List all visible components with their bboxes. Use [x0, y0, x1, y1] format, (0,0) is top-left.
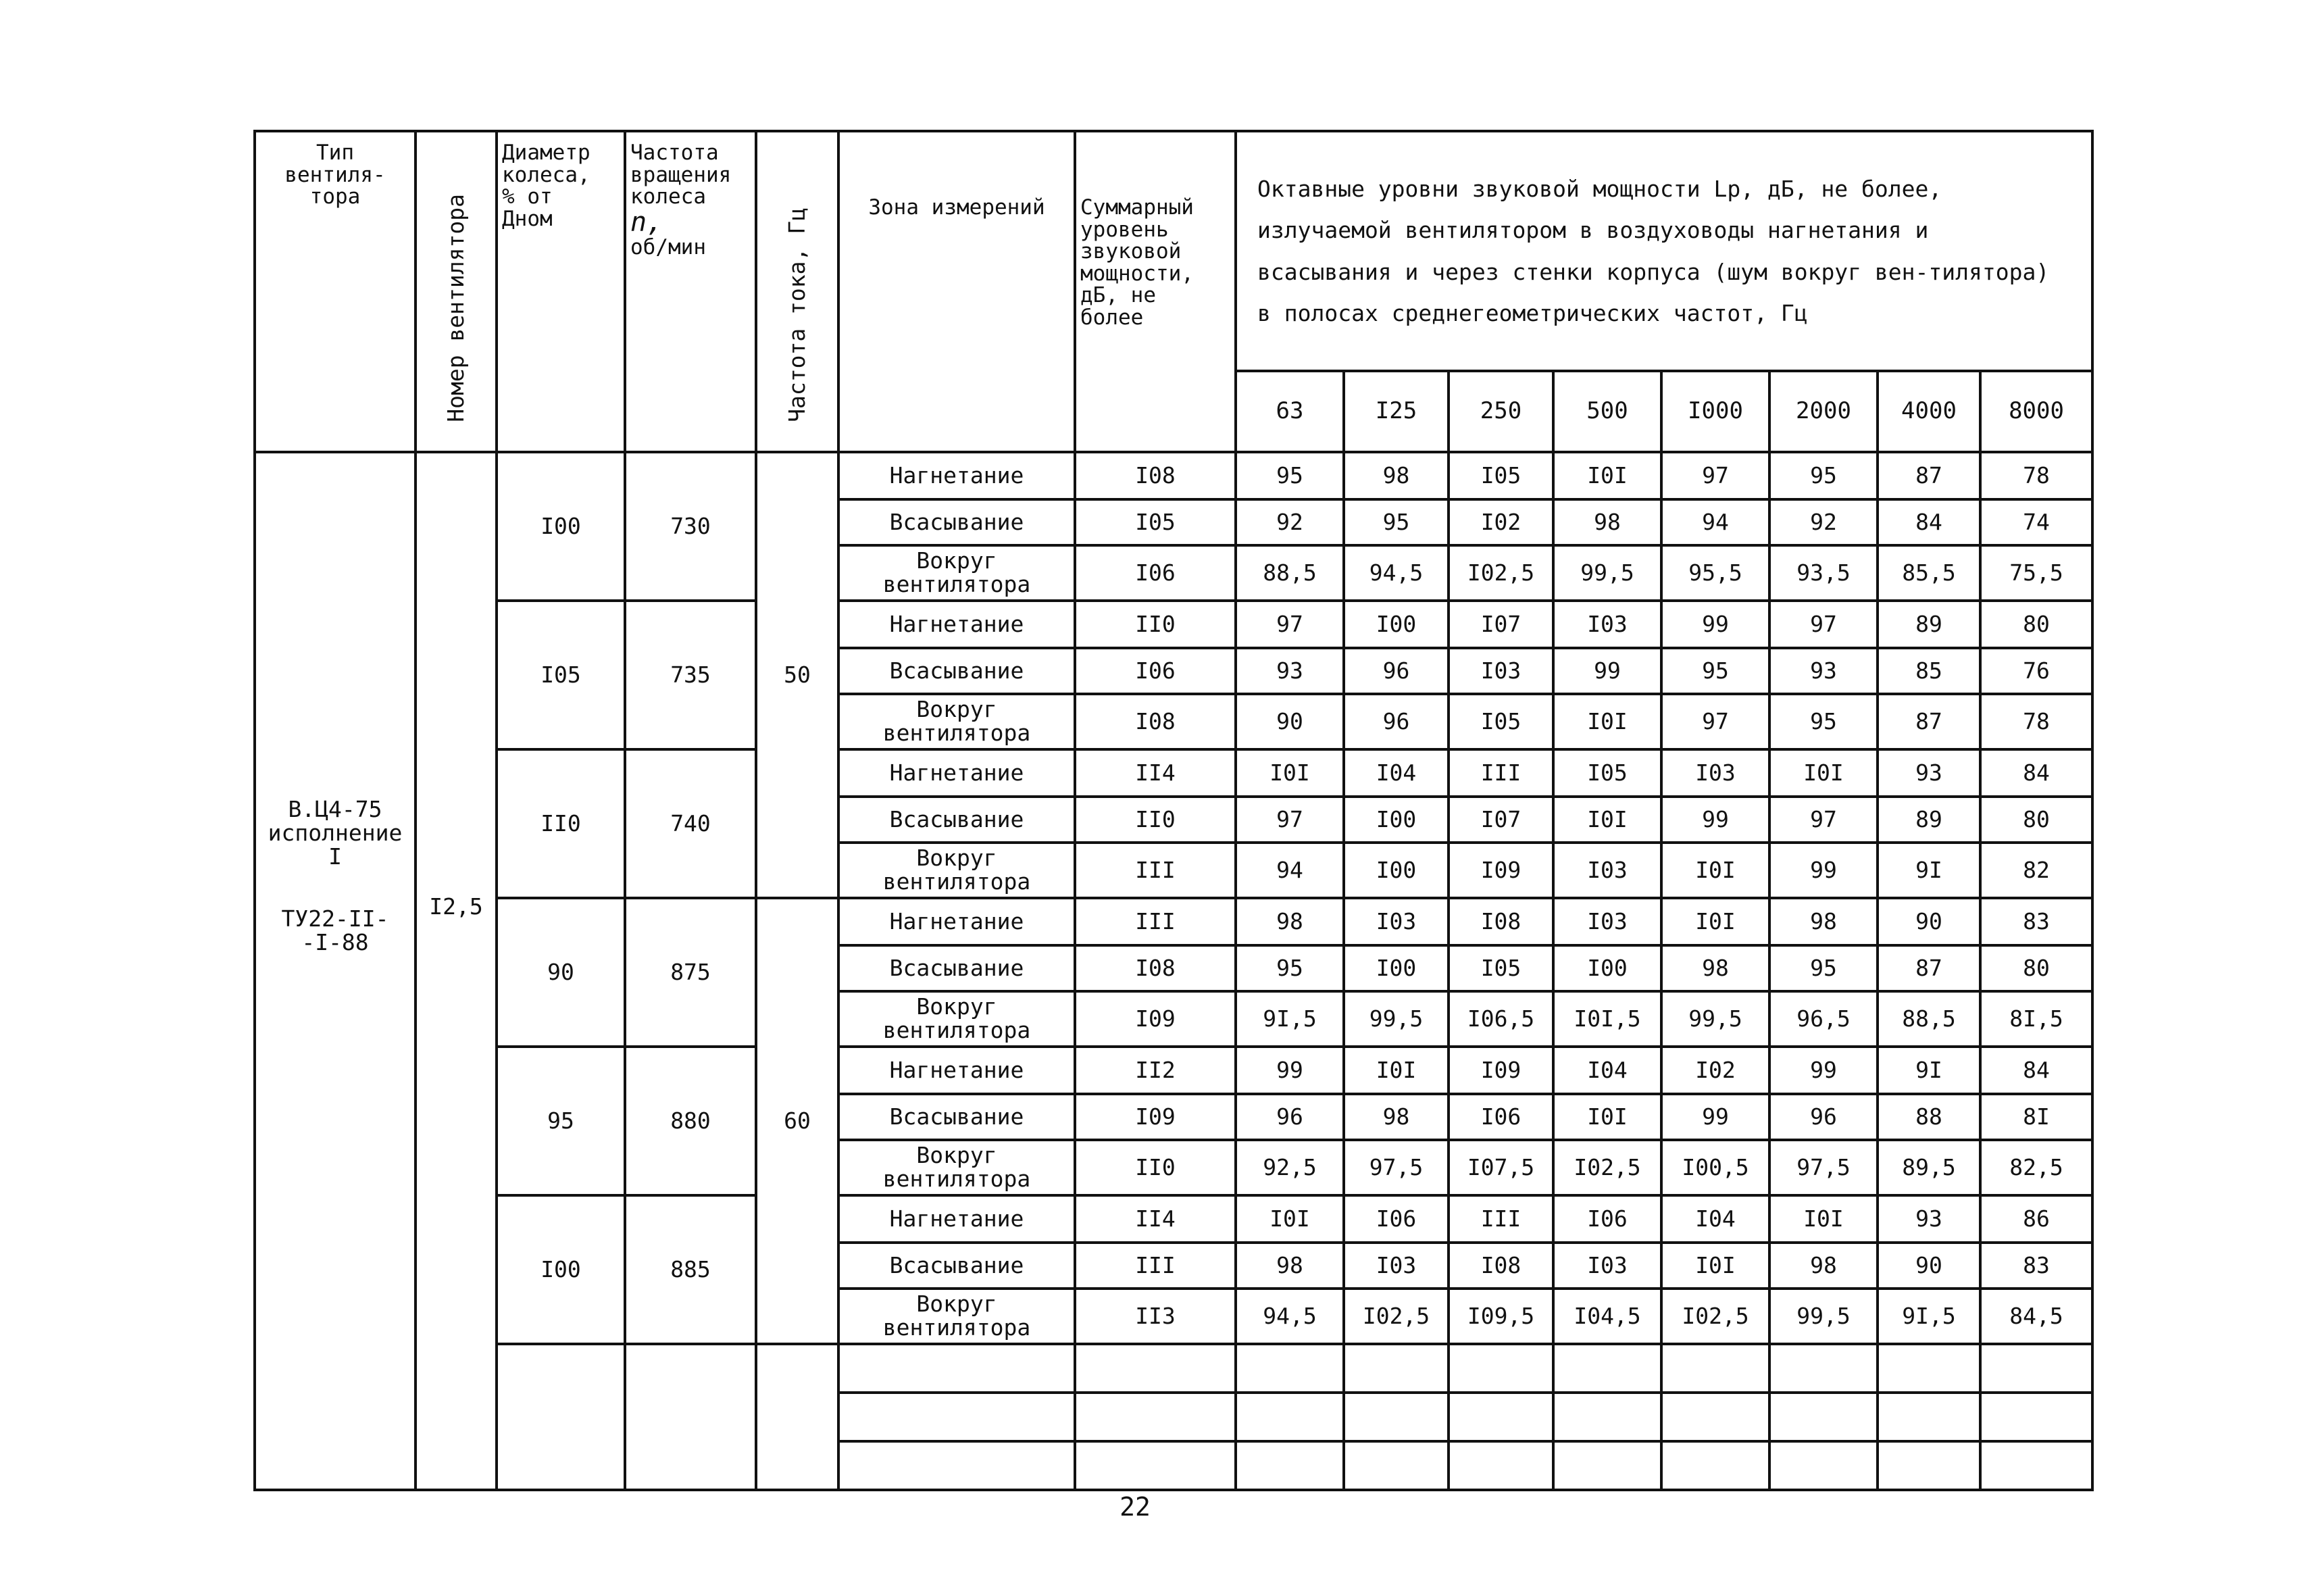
measurement-zone-cell: Нагнетание: [838, 1195, 1075, 1243]
octave-level-cell: 97,5: [1344, 1140, 1449, 1195]
octave-level-cell: I05: [1553, 749, 1661, 797]
octave-level-cell: 80: [1980, 945, 2092, 991]
octave-level-cell: I08: [1449, 898, 1553, 945]
total-level-cell: III: [1075, 843, 1236, 898]
octave-level-cell: 95: [1236, 452, 1344, 499]
empty-cell: [838, 1441, 1075, 1490]
octave-level-cell: 98: [1769, 898, 1878, 945]
octave-level-cell: I07: [1449, 601, 1553, 648]
rotation-speed-cell: 880: [625, 1047, 756, 1195]
current-frequency-cell: 60: [756, 898, 838, 1344]
band-header-cell: I25: [1344, 371, 1449, 452]
measurement-zone-cell: Нагнетание: [838, 452, 1075, 499]
octave-level-cell: I00,5: [1661, 1140, 1769, 1195]
diameter-cell: II0: [497, 749, 625, 898]
octave-level-cell: 85: [1878, 648, 1980, 694]
total-level-cell: I05: [1075, 499, 1236, 545]
octave-level-cell: 99: [1236, 1047, 1344, 1094]
fan-number-cell: I2,5: [416, 452, 497, 1490]
header-total-level: Суммарный уровень звуковой мощности, дБ, не более: [1075, 131, 1236, 452]
octave-level-cell: 92: [1769, 499, 1878, 545]
diameter-cell: I00: [497, 1195, 625, 1344]
octave-level-cell: 94: [1661, 499, 1769, 545]
octave-level-cell: 99,5: [1769, 1289, 1878, 1344]
measurement-zone-cell: Всасывание: [838, 499, 1075, 545]
empty-cell: [1449, 1441, 1553, 1490]
total-level-cell: I06: [1075, 648, 1236, 694]
octave-level-cell: I03: [1553, 898, 1661, 945]
empty-cell: [1553, 1441, 1661, 1490]
octave-level-cell: I03: [1553, 601, 1661, 648]
octave-level-cell: 95: [1769, 452, 1878, 499]
total-level-cell: II4: [1075, 749, 1236, 797]
noise-spec-table: [253, 130, 2094, 1491]
octave-level-cell: 84: [1980, 1047, 2092, 1094]
measurement-zone-cell: Нагнетание: [838, 898, 1075, 945]
octave-level-cell: 84: [1980, 749, 2092, 797]
octave-level-cell: I06,5: [1449, 991, 1553, 1047]
table-body: [255, 452, 2092, 1490]
octave-level-cell: 96: [1769, 1094, 1878, 1140]
rotation-speed-cell: 885: [625, 1195, 756, 1344]
octave-level-cell: I02,5: [1661, 1289, 1769, 1344]
octave-level-cell: 94,5: [1344, 545, 1449, 601]
octave-level-cell: I0I: [1661, 843, 1769, 898]
octave-level-cell: 99: [1661, 797, 1769, 843]
measurement-zone-cell: Всасывание: [838, 797, 1075, 843]
octave-level-cell: I0I: [1661, 898, 1769, 945]
octave-level-cell: I02: [1661, 1047, 1769, 1094]
octave-level-cell: 96,5: [1769, 991, 1878, 1047]
octave-level-cell: 93: [1769, 648, 1878, 694]
octave-level-cell: 74: [1980, 499, 2092, 545]
rotation-speed-cell: 875: [625, 898, 756, 1047]
empty-cell: [1661, 1344, 1769, 1393]
octave-level-cell: 97: [1769, 601, 1878, 648]
octave-level-cell: 89,5: [1878, 1140, 1980, 1195]
octave-level-cell: 98: [1769, 1243, 1878, 1289]
octave-level-cell: 90: [1236, 694, 1344, 749]
empty-cell: [1769, 1441, 1878, 1490]
empty-cell: [1553, 1344, 1661, 1393]
empty-diameter-cell: [497, 1344, 625, 1490]
octave-level-cell: 9I,5: [1236, 991, 1344, 1047]
band-header-cell: 8000: [1980, 371, 2092, 452]
table-row: [255, 898, 2092, 945]
octave-level-cell: I05: [1449, 694, 1553, 749]
octave-level-cell: 95: [1236, 945, 1344, 991]
fan-type-cell: [255, 452, 416, 1490]
octave-level-cell: 96: [1236, 1094, 1344, 1140]
octave-level-cell: 78: [1980, 452, 2092, 499]
total-level-cell: I08: [1075, 694, 1236, 749]
octave-level-cell: I0I: [1236, 1195, 1344, 1243]
total-level-cell: III: [1075, 1243, 1236, 1289]
octave-level-cell: 99: [1769, 843, 1878, 898]
octave-level-cell: 98: [1236, 1243, 1344, 1289]
current-frequency-cell: 50: [756, 452, 838, 898]
octave-level-cell: I00: [1344, 843, 1449, 898]
diameter-cell: 90: [497, 898, 625, 1047]
octave-level-cell: 88,5: [1878, 991, 1980, 1047]
table-row: [255, 1047, 2092, 1094]
octave-level-cell: I04: [1553, 1047, 1661, 1094]
total-level-cell: II0: [1075, 1140, 1236, 1195]
measurement-zone-cell: Вокруг вентилятора: [838, 545, 1075, 601]
octave-level-cell: 76: [1980, 648, 2092, 694]
table-row: [255, 1195, 2092, 1243]
octave-level-cell: 98: [1553, 499, 1661, 545]
measurement-zone-cell: Вокруг вентилятора: [838, 991, 1075, 1047]
octave-level-cell: 9I: [1878, 843, 1980, 898]
octave-level-cell: 99: [1769, 1047, 1878, 1094]
total-level-cell: II0: [1075, 797, 1236, 843]
empty-cell: [1980, 1344, 2092, 1393]
octave-level-cell: 87: [1878, 452, 1980, 499]
octave-level-cell: 89: [1878, 601, 1980, 648]
octave-level-cell: 93: [1878, 749, 1980, 797]
octave-level-cell: 97: [1769, 797, 1878, 843]
empty-cell: [1236, 1441, 1344, 1490]
header-fan-number: Номер вентилятора: [416, 131, 497, 452]
octave-level-cell: 80: [1980, 601, 2092, 648]
total-level-cell: I08: [1075, 452, 1236, 499]
octave-level-cell: 95: [1769, 694, 1878, 749]
table-row: [255, 452, 2092, 499]
octave-level-cell: 99: [1661, 1094, 1769, 1140]
octave-level-cell: I02,5: [1344, 1289, 1449, 1344]
octave-level-cell: I00: [1344, 945, 1449, 991]
measurement-zone-cell: Всасывание: [838, 1243, 1075, 1289]
octave-level-cell: I02,5: [1553, 1140, 1661, 1195]
empty-cell: [1236, 1393, 1344, 1441]
octave-level-cell: 84: [1878, 499, 1980, 545]
empty-table-row: [255, 1344, 2092, 1393]
empty-cell: [1878, 1441, 1980, 1490]
empty-cell: [1449, 1393, 1553, 1441]
band-header-cell: 4000: [1878, 371, 1980, 452]
octave-level-cell: 96: [1344, 648, 1449, 694]
measurement-zone-cell: Всасывание: [838, 945, 1075, 991]
diameter-cell: I00: [497, 452, 625, 601]
header-current-frequency: Частота тока, Гц: [756, 131, 838, 452]
octave-level-cell: 92,5: [1236, 1140, 1344, 1195]
band-header-cell: 63: [1236, 371, 1344, 452]
empty-cell: [1344, 1393, 1449, 1441]
empty-cell: [1661, 1393, 1769, 1441]
measurement-zone-cell: Нагнетание: [838, 1047, 1075, 1094]
octave-level-cell: I00: [1344, 601, 1449, 648]
rotation-speed-cell: 740: [625, 749, 756, 898]
total-level-cell: II4: [1075, 1195, 1236, 1243]
empty-cell: [1769, 1344, 1878, 1393]
octave-level-cell: 93,5: [1769, 545, 1878, 601]
empty-rotation-speed-cell: [625, 1344, 756, 1490]
empty-cell: [838, 1344, 1075, 1393]
header-diameter: Диаметр колеса, % от Дном: [497, 131, 625, 452]
octave-level-cell: 82,5: [1980, 1140, 2092, 1195]
fan-type-text: ТУ22-II-: [281, 905, 389, 932]
octave-level-cell: I09: [1449, 843, 1553, 898]
octave-level-cell: I03: [1661, 749, 1769, 797]
measurement-zone-cell: Всасывание: [838, 1094, 1075, 1140]
octave-level-cell: 78: [1980, 694, 2092, 749]
octave-level-cell: I0I: [1769, 1195, 1878, 1243]
octave-level-cell: 99,5: [1553, 545, 1661, 601]
octave-level-cell: 8I: [1980, 1094, 2092, 1140]
octave-level-cell: 98: [1236, 898, 1344, 945]
total-level-cell: II2: [1075, 1047, 1236, 1094]
octave-level-cell: 92: [1236, 499, 1344, 545]
table-row: [255, 749, 2092, 797]
rotation-speed-cell: 730: [625, 452, 756, 601]
octave-level-cell: 85,5: [1878, 545, 1980, 601]
octave-level-cell: I07,5: [1449, 1140, 1553, 1195]
measurement-zone-cell: Вокруг вентилятора: [838, 1289, 1075, 1344]
octave-level-cell: 97: [1236, 797, 1344, 843]
octave-level-cell: III: [1449, 1195, 1553, 1243]
octave-level-cell: 98: [1344, 452, 1449, 499]
octave-level-cell: I0I: [1553, 1094, 1661, 1140]
header-rotation-speed: Частота вращения колеса n, об/мин: [625, 131, 756, 452]
octave-level-cell: 9I,5: [1878, 1289, 1980, 1344]
octave-level-cell: 98: [1661, 945, 1769, 991]
octave-level-cell: I0I: [1769, 749, 1878, 797]
octave-level-cell: 97: [1661, 694, 1769, 749]
octave-level-cell: I03: [1553, 843, 1661, 898]
measurement-zone-cell: Нагнетание: [838, 749, 1075, 797]
total-level-cell: II3: [1075, 1289, 1236, 1344]
total-level-cell: I09: [1075, 1094, 1236, 1140]
band-header-cell: 500: [1553, 371, 1661, 452]
octave-level-cell: 95,5: [1661, 545, 1769, 601]
empty-cell: [1769, 1393, 1878, 1441]
octave-level-cell: I06: [1449, 1094, 1553, 1140]
empty-cell: [1344, 1441, 1449, 1490]
octave-level-cell: I04: [1344, 749, 1449, 797]
band-header-cell: 250: [1449, 371, 1553, 452]
octave-level-cell: 83: [1980, 898, 2092, 945]
octave-level-cell: 90: [1878, 898, 1980, 945]
octave-level-cell: I02,5: [1449, 545, 1553, 601]
fan-type-text: В.Ц4-75: [288, 796, 382, 823]
measurement-zone-cell: Нагнетание: [838, 601, 1075, 648]
octave-level-cell: 99: [1553, 648, 1661, 694]
octave-level-cell: I03: [1344, 898, 1449, 945]
octave-level-cell: I0I: [1553, 797, 1661, 843]
octave-level-cell: 87: [1878, 694, 1980, 749]
octave-level-cell: 88,5: [1236, 545, 1344, 601]
octave-level-cell: 90: [1878, 1243, 1980, 1289]
total-level-cell: II0: [1075, 601, 1236, 648]
octave-level-cell: I09: [1449, 1047, 1553, 1094]
fan-type-text: исполнение I: [268, 820, 403, 870]
octave-level-cell: I06: [1344, 1195, 1449, 1243]
octave-level-cell: 94,5: [1236, 1289, 1344, 1344]
octave-level-cell: I06: [1553, 1195, 1661, 1243]
octave-level-cell: I0I: [1236, 749, 1344, 797]
empty-cell: [1344, 1344, 1449, 1393]
measurement-zone-cell: Вокруг вентилятора: [838, 843, 1075, 898]
octave-level-cell: I0I: [1661, 1243, 1769, 1289]
header-fan-type: Тип вентиля-тора: [255, 131, 416, 452]
octave-level-cell: I0I: [1344, 1047, 1449, 1094]
octave-level-cell: 96: [1344, 694, 1449, 749]
octave-level-cell: I04,5: [1553, 1289, 1661, 1344]
octave-level-cell: 82: [1980, 843, 2092, 898]
empty-current-frequency-cell: [756, 1344, 838, 1490]
octave-level-cell: I00: [1344, 797, 1449, 843]
empty-cell: [1075, 1441, 1236, 1490]
empty-cell: [1449, 1344, 1553, 1393]
empty-cell: [1075, 1393, 1236, 1441]
diameter-cell: I05: [497, 601, 625, 749]
octave-level-cell: 98: [1344, 1094, 1449, 1140]
octave-level-cell: I05: [1449, 452, 1553, 499]
empty-cell: [1553, 1393, 1661, 1441]
total-level-cell: I08: [1075, 945, 1236, 991]
total-level-cell: I09: [1075, 991, 1236, 1047]
empty-cell: [1661, 1441, 1769, 1490]
octave-level-cell: 80: [1980, 797, 2092, 843]
octave-level-cell: I03: [1449, 648, 1553, 694]
octave-level-cell: 95: [1344, 499, 1449, 545]
empty-cell: [1075, 1344, 1236, 1393]
octave-level-cell: 93: [1236, 648, 1344, 694]
fan-type-text: -I-88: [301, 928, 369, 955]
octave-level-cell: 97,5: [1769, 1140, 1878, 1195]
octave-level-cell: 93: [1878, 1195, 1980, 1243]
octave-level-cell: 9I: [1878, 1047, 1980, 1094]
measurement-zone-cell: Вокруг вентилятора: [838, 1140, 1075, 1195]
octave-level-cell: 97: [1236, 601, 1344, 648]
octave-level-cell: I03: [1344, 1243, 1449, 1289]
header-octave-levels: Октавные уровни звуковой мощности Lр, дБ, не более, излучаемой вентилятором в воздуховоды нагнетания и всасывания и через стенки корпуса (шум вокруг вен-тилятора) в полосах среднегеометрических частот, Гц: [1236, 131, 2092, 371]
empty-cell: [1878, 1344, 1980, 1393]
band-header-cell: 2000: [1769, 371, 1878, 452]
header-measurement-zone: Зона измерений: [838, 131, 1075, 452]
octave-level-cell: 95: [1769, 945, 1878, 991]
octave-level-cell: 75,5: [1980, 545, 2092, 601]
measurement-zone-cell: Всасывание: [838, 648, 1075, 694]
octave-level-cell: 88: [1878, 1094, 1980, 1140]
octave-level-cell: I0I,5: [1553, 991, 1661, 1047]
empty-cell: [1878, 1393, 1980, 1441]
empty-cell: [1236, 1344, 1344, 1393]
octave-level-cell: 86: [1980, 1195, 2092, 1243]
octave-level-cell: 97: [1661, 452, 1769, 499]
octave-level-cell: I07: [1449, 797, 1553, 843]
octave-level-cell: I08: [1449, 1243, 1553, 1289]
total-level-cell: III: [1075, 898, 1236, 945]
band-header-cell: I000: [1661, 371, 1769, 452]
table-row: [255, 601, 2092, 648]
octave-level-cell: I04: [1661, 1195, 1769, 1243]
octave-level-cell: 89: [1878, 797, 1980, 843]
octave-level-cell: 94: [1236, 843, 1344, 898]
diameter-cell: 95: [497, 1047, 625, 1195]
octave-level-cell: I05: [1449, 945, 1553, 991]
octave-level-cell: 83: [1980, 1243, 2092, 1289]
octave-level-cell: 95: [1661, 648, 1769, 694]
page-number: 22: [1120, 1492, 1151, 1522]
octave-level-cell: 99,5: [1661, 991, 1769, 1047]
octave-level-cell: 99: [1661, 601, 1769, 648]
total-level-cell: I06: [1075, 545, 1236, 601]
empty-cell: [838, 1393, 1075, 1441]
octave-level-cell: I00: [1553, 945, 1661, 991]
octave-level-cell: I0I: [1553, 452, 1661, 499]
empty-cell: [1980, 1393, 2092, 1441]
octave-level-cell: I03: [1553, 1243, 1661, 1289]
octave-level-cell: 87: [1878, 945, 1980, 991]
octave-level-cell: I09,5: [1449, 1289, 1553, 1344]
octave-level-cell: I0I: [1553, 694, 1661, 749]
measurement-zone-cell: Вокруг вентилятора: [838, 694, 1075, 749]
octave-level-cell: III: [1449, 749, 1553, 797]
octave-level-cell: 84,5: [1980, 1289, 2092, 1344]
octave-level-cell: 8I,5: [1980, 991, 2092, 1047]
octave-level-cell: I02: [1449, 499, 1553, 545]
empty-cell: [1980, 1441, 2092, 1490]
octave-level-cell: 99,5: [1344, 991, 1449, 1047]
rotation-speed-cell: 735: [625, 601, 756, 749]
